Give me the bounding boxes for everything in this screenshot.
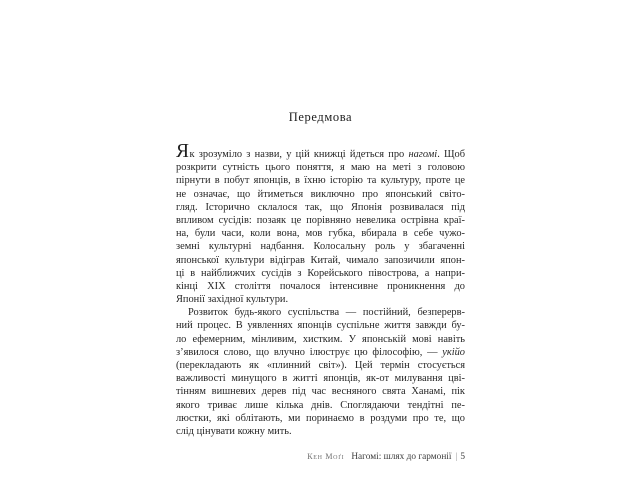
text-line: на, були часи, коли вона, мов губка, вбирала в себе чужо- <box>176 228 465 240</box>
text-line: земні культурні надбання. Колосальну роль у збагаченні <box>176 241 465 253</box>
text-line: ло ефемерним, мінливим, хистким. У японській мові навіть <box>176 333 465 345</box>
text-line: з’явилося слово, що влучно ілюструє цю філософію, — укійо <box>176 346 465 358</box>
text-line: тінням вишневих дерев під час весняного свята Ханамі, пік <box>176 386 465 398</box>
text-line: японської культури відіграв Китай, чимало запозичили япон- <box>176 254 465 266</box>
text-line: Як зрозуміло з назви, у цій книжці йдеться про нагомі. Щоб <box>176 141 465 162</box>
page-footer <box>176 446 465 464</box>
text-line: розкрити сутність цього поняття, я маю на меті з головою <box>176 162 465 174</box>
footer-book-title: Нагомі: шлях до гармонії <box>351 452 452 462</box>
chapter-heading: Передмова <box>288 110 353 124</box>
text-line: впливом сусідів: позаяк це порівняно невелика острівна краї- <box>176 214 465 226</box>
text-line: якого триває лише кілька днів. Споглядаючи тендітні пе- <box>176 399 465 411</box>
text-line: Розвиток будь-якого суспільства — постійний, безперерв- <box>188 307 465 319</box>
footer-divider: | <box>455 452 458 462</box>
text-line: гляд. Історично склалося так, що Японія розвивалася під <box>176 201 465 213</box>
footer-author: Кен Моґі <box>307 452 345 461</box>
text-line: важливості минущого в житті японців, як-от милування цві- <box>176 373 465 385</box>
text-line: пірнути в побут японців, в їхню історію та культуру, проте це <box>176 175 465 187</box>
text-line: (перекладають як «плинний світ»). Цей термін стосується <box>176 360 465 371</box>
body-text <box>176 141 465 438</box>
text-line: ний процес. В уявленнях японців суспільне життя завжди бу- <box>176 320 465 332</box>
text-line: кінці XIX століття почалося інтенсивне проникнення до <box>176 280 465 292</box>
text-line: не означає, що йтиметься виключно про японський світо- <box>176 188 465 200</box>
drop-cap: Я <box>176 141 190 162</box>
text-line: слід цінувати кожну мить. <box>176 425 292 437</box>
text-line: Японії західної культури. <box>176 294 289 306</box>
text-line: люстки, які облітають, ми поринаємо в роздуми про те, що <box>176 412 465 424</box>
footer-page-number: 5 <box>460 452 465 462</box>
text-line: ці в найближчих сусідів з Корейського півострова, а напри- <box>176 267 465 279</box>
